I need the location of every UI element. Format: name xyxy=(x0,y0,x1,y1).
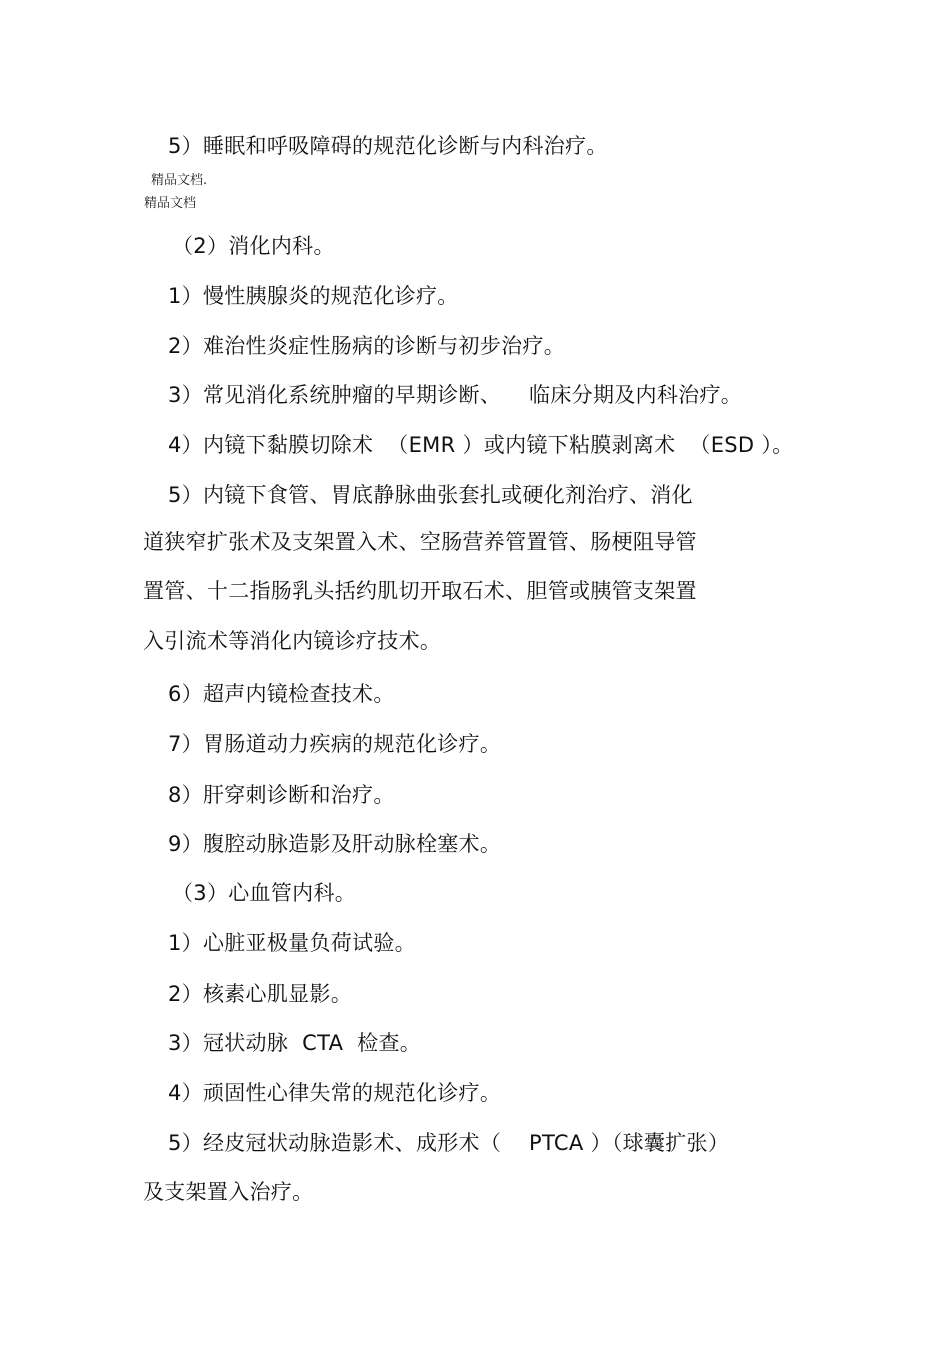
list-item-continuation: 入引流术等消化内镜诊疗技术。 xyxy=(143,629,442,653)
list-item-continuation: 置管、十二指肠乳头括约肌切开取石术、胆管或胰管支架置 xyxy=(143,579,697,603)
list-item: 2）核素心肌显影。 xyxy=(168,982,353,1006)
watermark-text: 精品文档 xyxy=(144,196,197,211)
list-item: 8）肝穿刺诊断和治疗。 xyxy=(168,783,395,807)
list-item: 1）心脏亚极量负荷试验。 xyxy=(168,931,416,955)
list-item: 5）内镜下食管、胃底静脉曲张套扎或硬化剂治疗、消化 xyxy=(168,483,693,507)
list-item: 1）慢性胰腺炎的规范化诊疗。 xyxy=(168,284,459,308)
list-item: 4）内镜下黏膜切除术 （EMR ）或内镜下粘膜剥离术 （ESD ）。 xyxy=(168,433,794,457)
section-heading: （2）消化内科。 xyxy=(172,234,335,258)
list-item: 3）冠状动脉 CTA 检查。 xyxy=(168,1031,422,1055)
list-item: 6）超声内镜检查技术。 xyxy=(168,682,395,706)
list-item: 5）睡眠和呼吸障碍的规范化诊断与内科治疗。 xyxy=(168,134,608,158)
list-item-continuation: 及支架置入治疗。 xyxy=(143,1180,314,1204)
list-item-continuation: 道狭窄扩张术及支架置入术、空肠营养管置管、肠梗阻导管 xyxy=(143,530,697,554)
section-heading: （3）心血管内科。 xyxy=(172,881,357,905)
watermark-text: 精品文档. xyxy=(151,173,208,188)
list-item: 9）腹腔动脉造影及肝动脉栓塞术。 xyxy=(168,832,502,856)
list-item: 4）顽固性心律失常的规范化诊疗。 xyxy=(168,1081,502,1105)
list-item: 3）常见消化系统肿瘤的早期诊断、 临床分期及内科治疗。 xyxy=(168,383,743,407)
list-item: 5）经皮冠状动脉造影术、成形术（ PTCA ）（球囊扩张） xyxy=(168,1131,730,1155)
list-item: 2）难治性炎症性肠病的诊断与初步治疗。 xyxy=(168,334,566,358)
list-item: 7）胃肠道动力疾病的规范化诊疗。 xyxy=(168,732,502,756)
